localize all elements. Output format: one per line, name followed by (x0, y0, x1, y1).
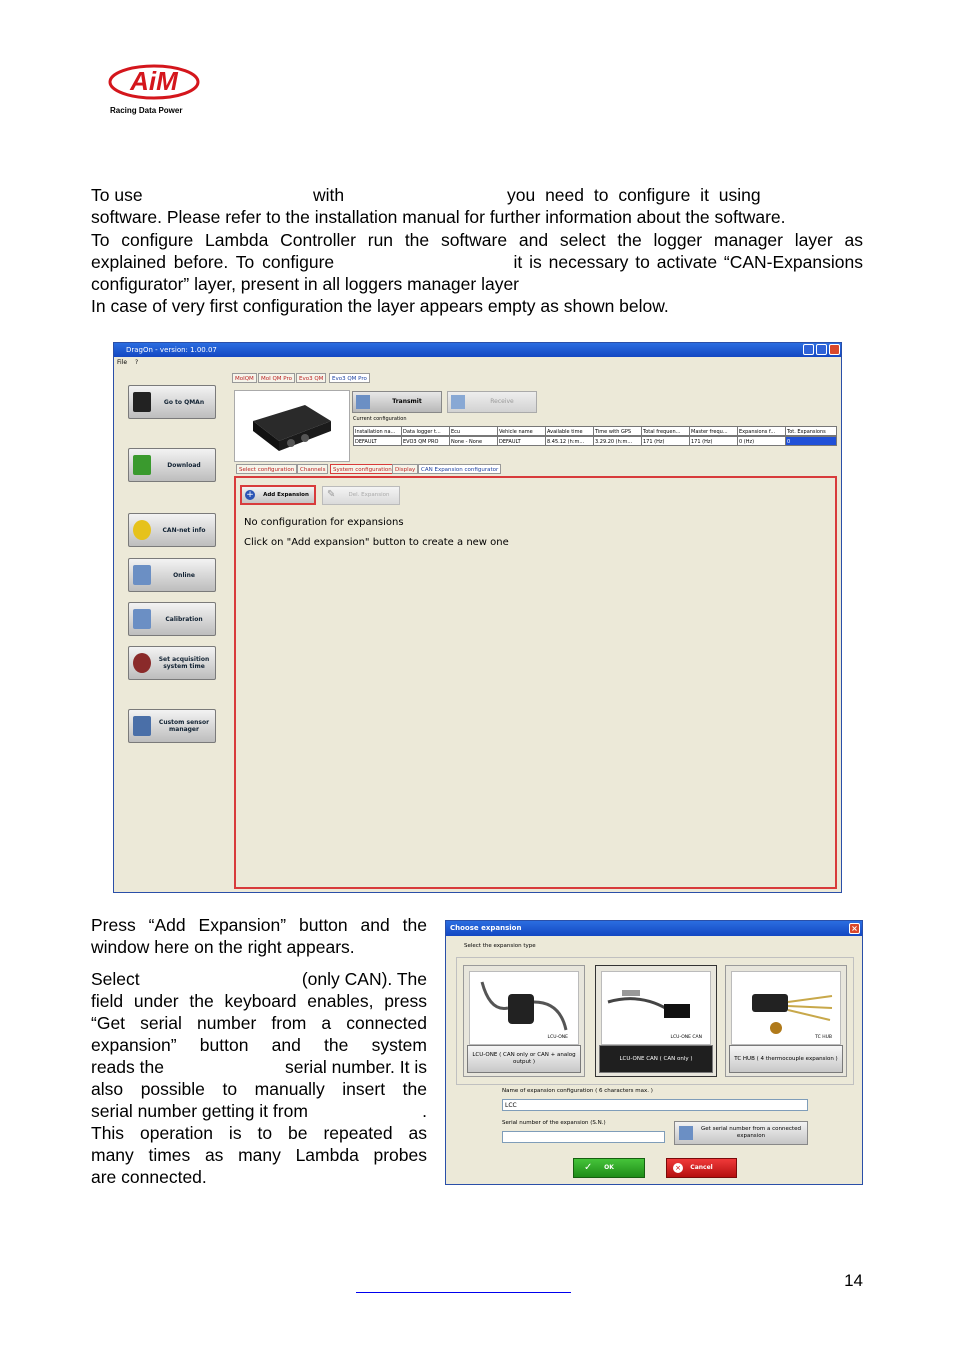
intro-line-1: To use with you need to configure it using (91, 185, 761, 205)
serial-input[interactable] (502, 1131, 665, 1143)
intro-line-3: To configure Lambda Controller run the software and select the logger manager layer as (91, 230, 863, 250)
table-cell: 171 (Hz) (641, 436, 690, 446)
name-label: Name of expansion configuration ( 6 characters max. ) (502, 1088, 653, 1094)
dialog-titlebar (446, 921, 862, 936)
table-cell: None - None (449, 436, 498, 446)
cancel-icon: × (673, 1163, 683, 1173)
table-header: Data logger t... (401, 426, 450, 436)
clock-icon (133, 653, 151, 673)
app-titlebar (114, 343, 841, 357)
cancel-button[interactable]: × Cancel (666, 1158, 737, 1178)
name-input[interactable]: LCC (502, 1099, 808, 1111)
transmit-button[interactable]: Transmit (352, 391, 442, 413)
get-serial-button[interactable]: Get serial number from a connected expansion (674, 1121, 808, 1145)
tab-molqm[interactable]: MoIQM (232, 373, 257, 383)
intro-line-4: explained before. To configure it is necessary to activate “CAN-Expansions (91, 252, 863, 272)
receive-button[interactable]: Receive (447, 391, 537, 413)
table-cell: 3.29.20 (h:m... (593, 436, 642, 446)
lcu-one-image: LCU-ONE (469, 971, 579, 1045)
device-image (234, 390, 350, 462)
custom-sensor-manager-button[interactable]: Custom sensor manager (128, 709, 216, 743)
tab-evo3-qm[interactable]: Evo3 QM (296, 373, 326, 383)
tab-can-expansion-configurator[interactable]: CAN Expansion configurator (418, 464, 501, 474)
app-menubar (114, 357, 841, 368)
minimize-icon[interactable] (803, 344, 814, 355)
lcu-one-can-image: LCU-ONE CAN (601, 971, 711, 1045)
table-header: Available time (545, 426, 594, 436)
can-net-info-button[interactable]: CAN-net info (128, 513, 216, 547)
intro-line-2: software. Please refer to the installation manual for further information about the software. (91, 207, 786, 227)
aim-logo (104, 60, 204, 122)
table-header: Time with GPS (593, 426, 642, 436)
table-header: Ecu (449, 426, 498, 436)
option-tc-hub[interactable]: TC HUB TC HUB ( 4 thermocouple expansion ) (725, 965, 847, 1077)
click-add-message: Click on "Add expansion" button to create a new one (244, 537, 509, 548)
set-acquisition-time-button[interactable]: Set acquisition system time (128, 646, 216, 680)
close-icon[interactable] (829, 344, 840, 355)
add-expansion-button[interactable]: + Add Expansion (240, 485, 316, 505)
tab-system-configuration[interactable]: System configuration (330, 464, 395, 474)
tab-channels[interactable]: Channels (297, 464, 328, 474)
logger-icon (133, 392, 151, 412)
page-number: 14 (844, 1271, 863, 1290)
no-config-message: No configuration for expansions (244, 517, 404, 528)
serial-label: Serial number of the expansion (S.N.) (502, 1120, 606, 1126)
app-title: DragOn - version: 1.00.07 (126, 346, 217, 354)
table-header: Tot. Expansions (785, 426, 837, 436)
receive-icon (451, 395, 465, 409)
table-cell-selected[interactable]: 0 (785, 436, 837, 446)
table-header: Master frequ... (689, 426, 738, 436)
table-cell: 171 (Hz) (689, 436, 738, 446)
tab-mol-qm-pro[interactable]: MoI QM Pro (258, 373, 295, 383)
monitor-icon (133, 565, 151, 585)
close-icon[interactable]: × (849, 923, 860, 934)
dragon-app-window (113, 342, 842, 893)
logger-icon (679, 1126, 693, 1140)
table-header: Total frequen... (641, 426, 690, 436)
table-cell: DEFAULT (497, 436, 546, 446)
dialog-subtitle: Select the expansion type (464, 943, 536, 949)
table-cell: DEFAULT (353, 436, 402, 446)
tab-display[interactable]: Display (392, 464, 418, 474)
calibration-button[interactable]: Calibration (128, 602, 216, 636)
table-header: Vehicle name (497, 426, 546, 436)
table-header: Installation na... (353, 426, 402, 436)
menu-file[interactable]: File (117, 359, 128, 366)
footer-link[interactable] (356, 1278, 571, 1293)
choose-expansion-dialog (445, 920, 863, 1185)
table-cell: 8.45.12 (h:m... (545, 436, 594, 446)
ok-button[interactable]: ✓ OK (573, 1158, 645, 1178)
option-lcu-one[interactable]: LCU-ONE LCU-ONE ( CAN only or CAN + analog output ) (463, 965, 585, 1077)
tc-hub-image: TC HUB (731, 971, 841, 1045)
check-icon: ✓ (584, 1162, 593, 1173)
sensor-icon (133, 716, 151, 736)
option-lcu-one-can[interactable]: LCU-ONE CAN LCU-ONE CAN ( CAN only ) (595, 965, 717, 1077)
calibration-icon (133, 609, 151, 629)
config-table (353, 426, 837, 448)
tab-select-configuration[interactable]: Select configuration (236, 464, 297, 474)
plus-icon: + (246, 490, 254, 500)
maximize-icon[interactable] (816, 344, 827, 355)
online-button[interactable]: Online (128, 558, 216, 592)
dialog-title: Choose expansion (450, 924, 522, 932)
can-expansion-panel (234, 476, 837, 889)
left-column-text: Press “Add Expansion” button and the window here on the right appears. Select (only CAN). The field under the keyboard enables, press “Get serial number from a connected expansion” button and the system reads the serial number. It is also possible to manually insert the serial number getting it from . This operation is to be repeated as many times as many Lambda probes are connected. (91, 915, 427, 1187)
table-header: Expansions f... (737, 426, 786, 436)
current-config-label: Current configuration (353, 416, 407, 422)
intro-line-6: In case of very first configuration the layer appears empty as shown below. (91, 296, 669, 316)
table-cell: 0 (Hz) (737, 436, 786, 446)
logo-tagline: Racing Data Power (110, 106, 183, 115)
eraser-icon: ✎ (327, 489, 336, 500)
del-expansion-button[interactable]: ✎ Del. Expansion (322, 486, 400, 505)
go-to-qman-button[interactable]: Go to QMAn (128, 385, 216, 419)
logo-brand: AiM (130, 66, 178, 96)
download-button[interactable]: Download (128, 448, 216, 482)
menu-help[interactable]: ? (134, 359, 139, 366)
download-arrow-icon (133, 455, 151, 475)
transmit-icon (356, 395, 370, 409)
table-cell: EVO3 QM PRO (401, 436, 450, 446)
question-icon (133, 520, 151, 540)
intro-line-5: configurator” layer, present in all loggers manager layer (91, 274, 519, 294)
tab-evo3-qm-pro[interactable]: Evo3 QM Pro (329, 373, 370, 383)
